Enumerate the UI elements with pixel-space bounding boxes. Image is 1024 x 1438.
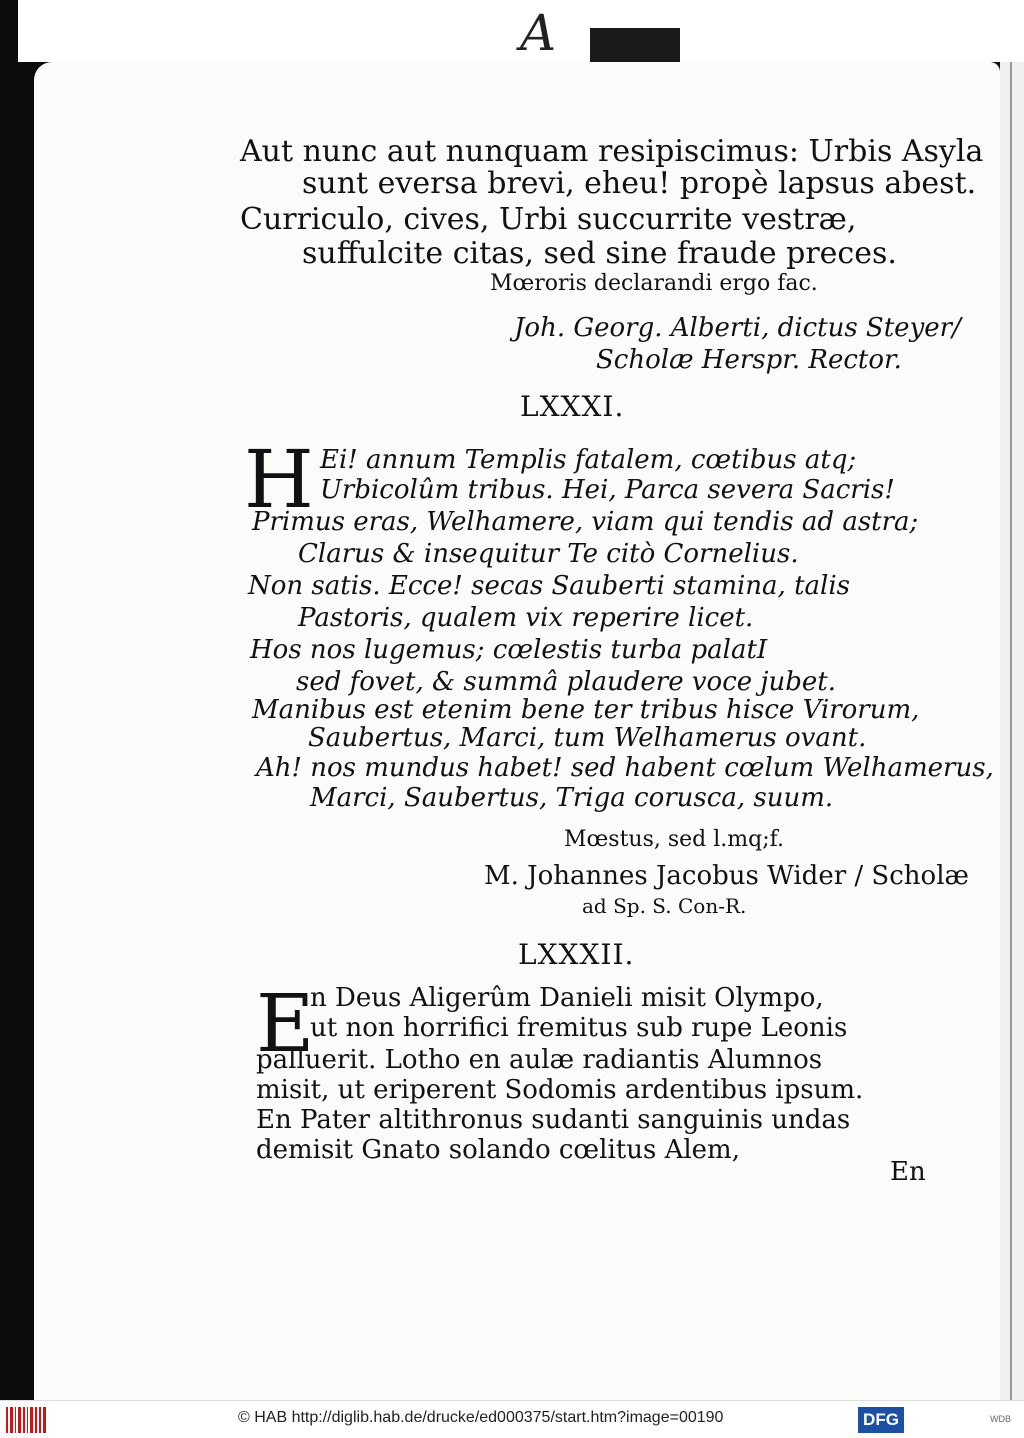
poem2-line: Urbicolûm tribus. Hei, Parca severa Sacris! [320,475,895,505]
top-shadow [590,28,680,62]
poem3-line: misit, ut eriperent Sodomis ardentibus ipsum. [256,1075,864,1105]
dfg-logo[interactable]: DFG [858,1407,904,1433]
handwritten-mark: A [520,4,557,62]
poem2-heading: LXXXI. [520,390,625,423]
poem2-line: Ei! annum Templis fatalem, cœtibus atq; [320,445,857,475]
poem1-line: Aut nunc aut nunquam resipiscimus: Urbis Asyla [240,134,984,169]
catchword: En [890,1157,926,1187]
poem1-line: Curriculo, cives, Urbi succurrite vestræ, [240,202,857,237]
poem2-signature: ad Sp. S. Con-R. [582,894,747,918]
poem1-signature: Joh. Georg. Alberti, dictus Steyer/ [514,313,961,343]
viewer-footer [0,1400,1024,1438]
poem1-dedication: Mœroris declarandi ergo fac. [490,271,818,296]
hab-logo-icon [6,1407,46,1433]
poem2-line: sed fovet, & summâ plaudere voce jubet. [296,667,836,697]
book-page [34,62,1000,1400]
poem3-line: En Pater altithronus sudanti sanguinis undas [256,1105,851,1135]
wdb-label: WDB [990,1414,1011,1424]
poem1-line: suffulcite citas, sed sine fraude preces. [302,236,897,271]
poem2-line: Pastoris, qualem vix reperire licet. [298,603,754,633]
poem2-line: Marci, Saubertus, Triga corusca, suum. [310,783,834,813]
poem2-line: Manibus est etenim bene ter tribus hisce Virorum, [252,695,920,725]
poem1-line: sunt eversa brevi, eheu! propè lapsus abest. [302,166,977,201]
poem2-line: Non satis. Ecce! secas Sauberti stamina, talis [248,571,850,601]
poem2-line: Saubertus, Marci, tum Welhamerus ovant. [308,723,867,753]
poem2-line: Ah! nos mundus habet! sed habent cœlum Welhamerus, [256,753,994,783]
poem3-line: ut non horrifici fremitus sub rupe Leonis [310,1013,848,1043]
top-margin-strip [0,0,1024,62]
poem3-dropcap: E [256,977,315,1070]
source-url-link[interactable]: © HAB http://diglib.hab.de/drucke/ed000375/start.htm?image=00190 [238,1409,724,1426]
poem2-dedication: Mœstus, sed l.mq;f. [564,827,784,852]
page-edge-right [1000,62,1024,1400]
poem1-signature: Scholæ Herspr. Rector. [596,345,902,375]
binding-edge [0,0,18,62]
poem3-line: demisit Gnato solando cœlitus Alem, [256,1135,740,1165]
poem2-line: Hos nos lugemus; cœlestis turba palatI [250,635,768,665]
poem2-line: Clarus & insequitur Te citò Cornelius. [298,539,799,569]
poem2-dropcap: H [244,433,314,526]
poem2-signature: M. Johannes Jacobus Wider / Scholæ [484,861,969,891]
poem3-heading: LXXXII. [518,938,635,971]
poem3-line: n Deus Aligerûm Danieli misit Olympo, [310,983,824,1013]
poem2-line: Primus eras, Welhamere, viam qui tendis ad astra; [252,507,919,537]
poem3-line: palluerit. Lotho en aulæ radiantis Alumnos [256,1045,823,1075]
